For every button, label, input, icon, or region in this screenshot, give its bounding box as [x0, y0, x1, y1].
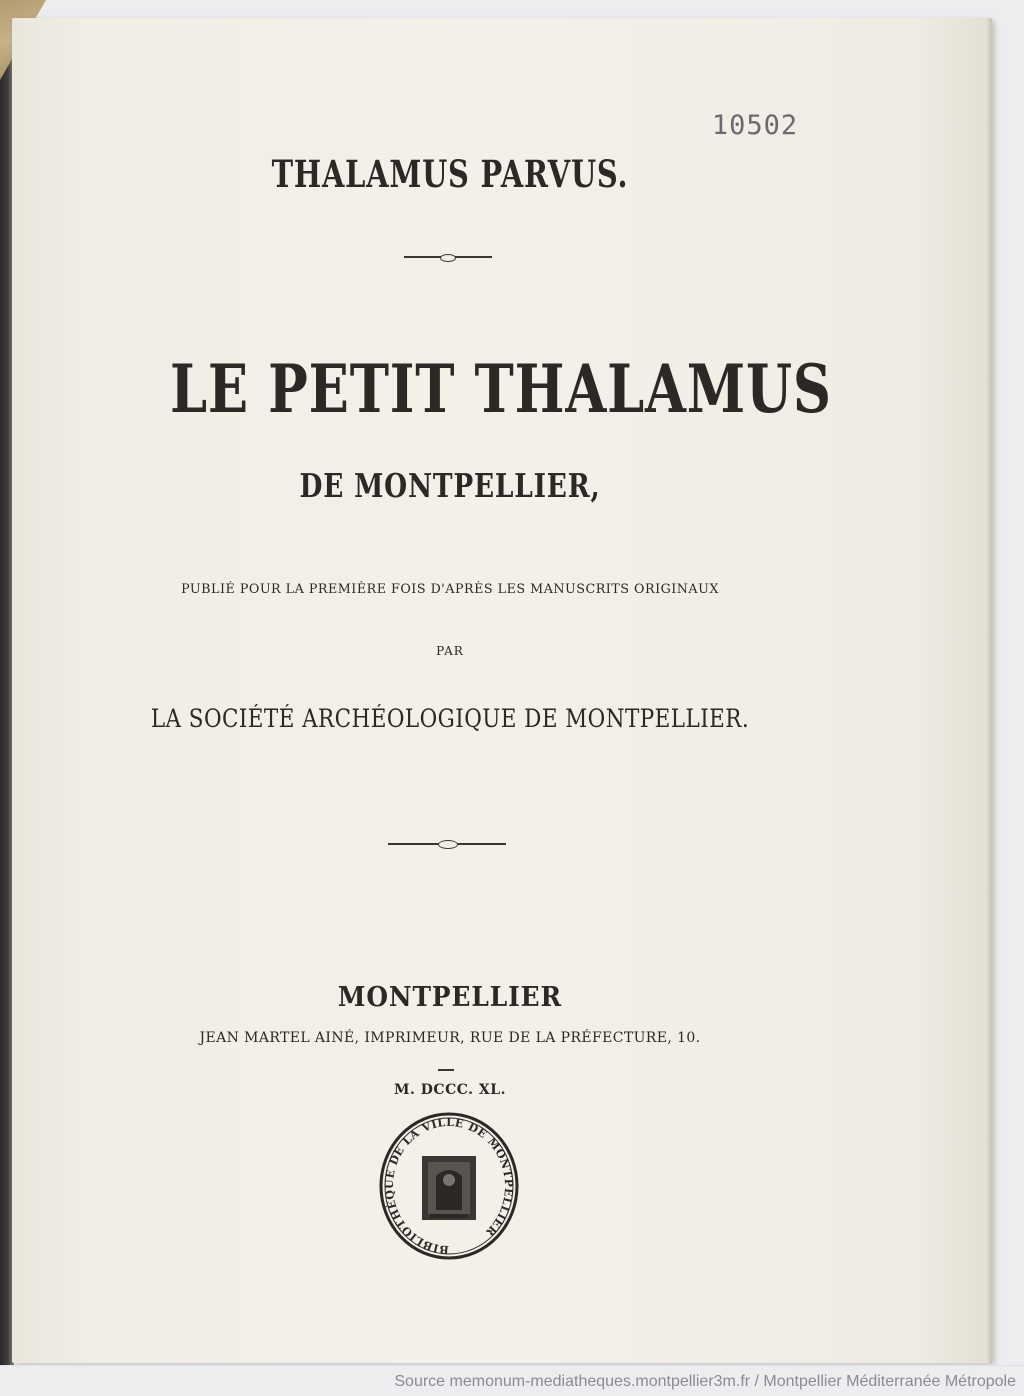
source-credit: Source memonum-mediatheques.montpellier3m.fr / Montpellier Méditerranée Métropole — [394, 1373, 1016, 1390]
published-line: PUBLIÉ POUR LA PREMIÈRE FOIS D'APRÈS LES MANUSCRITS ORIGINAUX — [181, 582, 719, 597]
publication-date: M. DCCC. XL. — [394, 1082, 506, 1098]
ornamental-rule-lower — [388, 843, 506, 845]
society-name: LA SOCIÉTÉ ARCHÉOLOGIQUE DE MONTPELLIER. — [150, 704, 750, 733]
subtitle: DE MONTPELLIER, — [299, 466, 601, 505]
by-line: PAR — [436, 644, 464, 658]
shelfmark-number: 10502 — [711, 110, 799, 141]
footer-bar — [0, 1365, 1024, 1396]
ornamental-rule — [404, 256, 492, 258]
page-edge — [986, 18, 992, 1363]
library-seal-icon — [378, 1110, 520, 1262]
seal-text: BIBLIOTHÈQUE DE LA VILLE DE MONTPELLIER — [382, 1115, 516, 1257]
imprint-city: MONTPELLIER — [337, 982, 563, 1013]
printer-line: JEAN MARTEL AINÉ, IMPRIMEUR, RUE DE LA PRÉFECTURE, 10. — [199, 1030, 701, 1046]
short-dash — [438, 1069, 454, 1071]
latin-title: THALAMUS PARVUS. — [271, 152, 629, 196]
main-title: LE PETIT THALAMUS — [170, 350, 832, 428]
